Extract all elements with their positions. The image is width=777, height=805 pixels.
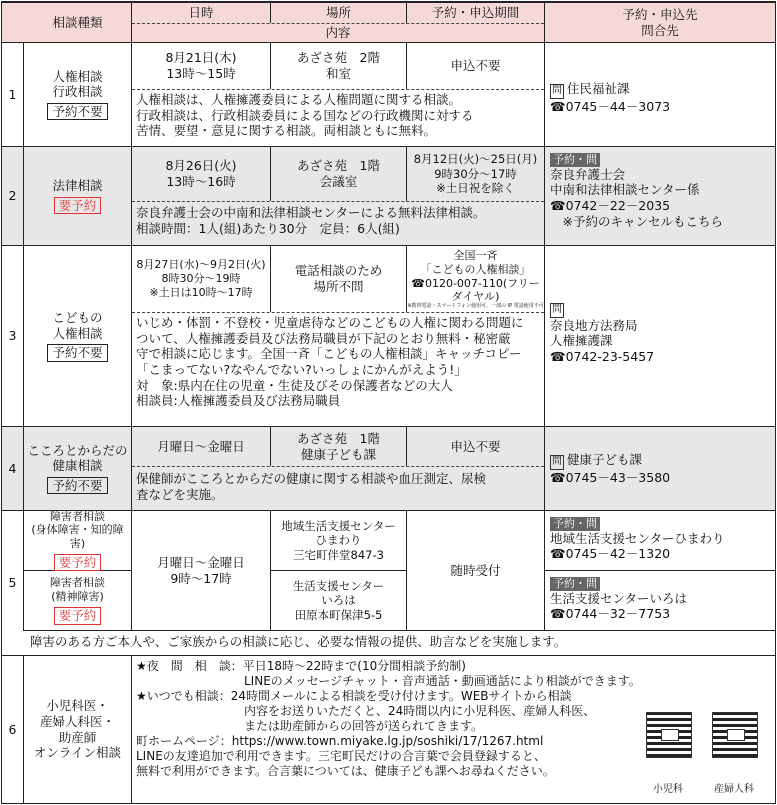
row-period-cell xyxy=(407,246,544,312)
row-type: 人権相談 行政相談 xyxy=(52,68,103,100)
row-number: 5 xyxy=(8,575,17,591)
row-contact-cell xyxy=(550,515,772,569)
header-datetime: 日時 xyxy=(188,5,214,21)
row-content: 保健師がこころとからだの健康に関する相談や血圧測定、尿検 査などを実施。 xyxy=(136,471,487,502)
row-period: 随時受付 xyxy=(450,562,501,578)
row-place-b: 生活支援センター いろは 田原本町保津5-5 xyxy=(292,578,385,622)
contact-label: 問 xyxy=(550,84,564,99)
row-place-a: 地域生活支援センター ひまわり 三宅町伴堂847-3 xyxy=(281,518,396,562)
qr-label-pediatrics: 小児科 xyxy=(653,784,683,795)
row-number: 4 xyxy=(8,460,17,476)
row-number: 1 xyxy=(8,86,17,102)
row-period: 全国一斉 「こどもの人権相談」 ☎0120-007-110(フリーダイヤル) xyxy=(411,249,540,304)
reservation-required-badge: 要予約 xyxy=(54,197,102,215)
reservation-required-badge: 要予約 xyxy=(54,554,102,572)
contact-label: 予約・問 xyxy=(550,577,600,591)
row-type-cell xyxy=(24,427,131,510)
row-type-b: 障害者相談 (精神障害) xyxy=(50,576,105,604)
row-type-a: 障害者相談 (身体障害・知的障害) xyxy=(31,509,124,551)
row-type: こどもの 人権相談 xyxy=(52,310,103,341)
row-type-cell xyxy=(24,43,131,146)
row-datetime: 8月27日(水)～9月2日(火) 8時30分～19時 ※土日は10時～17時 xyxy=(136,258,266,299)
row-number: 2 xyxy=(8,188,17,204)
contact-label: 予約・問 xyxy=(550,517,600,531)
row-datetime: 8月26日(火) 13時～16時 xyxy=(165,158,237,189)
header-content: 内容 xyxy=(325,24,351,40)
row-period: 申込不要 xyxy=(450,58,501,74)
row-contact: 健康子ども課 ☎0745－43－3580 xyxy=(550,452,671,485)
row-type-cell xyxy=(24,147,131,245)
row-type-cell xyxy=(24,246,131,426)
row-contact: 奈良地方法務局 人権擁護課 ☎0742-23-5457 xyxy=(550,317,655,364)
no-reservation-badge: 予約不要 xyxy=(47,477,107,495)
row-contact: 奈良弁護士会 中南和法律相談センター係 ☎0742－22－2035 ※予約のキャンセルもこちら xyxy=(550,166,723,229)
row-type-cell xyxy=(24,511,131,570)
row-place: あざさ苑 1階 会議室 xyxy=(297,158,380,189)
row-place: あざさ苑 1階 健康子ども課 xyxy=(297,430,380,462)
row-contact-cell xyxy=(550,452,772,492)
row-contact: 住民福祉課 ☎0745－44－3073 xyxy=(550,81,671,114)
row-place: 電話相談のため 場所不問 xyxy=(294,263,383,294)
row-period: 8月12日(火)～25日(月) 9時30分～17時 ※土日祝を除く xyxy=(413,152,538,196)
row-type: 小児科医・ 産婦人科医・ 助産師 オンライン相談 xyxy=(33,698,122,761)
contact-label: 問 xyxy=(550,303,564,318)
row-contact-cell xyxy=(550,81,772,121)
row-number: 3 xyxy=(8,328,17,344)
contact-label: 予約・問 xyxy=(550,153,600,167)
header-place: 場所 xyxy=(325,5,351,21)
row-contact-cell xyxy=(550,151,772,241)
row-content: いじめ・体罰・不登校・児童虐待などのこどもの人権に関わる問題に ついて、人権擁護委員及び法務局職員が下記のとおり無料・秘密厳 守で相談に応じます。全国一斉「こどもの人権相談」キャッチコピー 「こまってない?なやんでない?いっしょにかんがえよう!」 対 象:県内在住の児童・生徒及びその保護者などの大人 相談員:人権擁護委員及び法務局職員 xyxy=(136,315,524,409)
qr-code-pediatrics[interactable] xyxy=(646,712,692,758)
row-period-note: ※携帯電話・スマートフォン使用可、一部の IP 電話使用不可 xyxy=(407,303,544,309)
row-type-cell xyxy=(24,571,131,630)
qr-code-obstetrics[interactable] xyxy=(712,712,758,758)
row-place: あざさ苑 2階 和室 xyxy=(297,50,380,81)
row-contact-cell xyxy=(550,575,772,629)
row-contact-b: 生活支援センターいろは ☎0744－32－7753 xyxy=(550,590,688,622)
no-reservation-badge: 予約不要 xyxy=(47,103,107,121)
row-number: 6 xyxy=(8,721,17,737)
reservation-required-badge: 要予約 xyxy=(54,607,102,625)
row-type: こころとからだの 健康相談 xyxy=(27,442,128,474)
contact-label: 問 xyxy=(550,455,564,470)
header-contact: 予約・申込先 問合先 xyxy=(622,6,698,38)
row-datetime: 8月21日(木) 13時～15時 xyxy=(165,50,237,81)
row-contact-cell xyxy=(550,300,772,370)
header-period: 予約・申込期間 xyxy=(431,5,520,21)
qr-label-obstetrics: 産婦人科 xyxy=(714,784,754,795)
row-datetime: 月曜日～金曜日 xyxy=(157,438,245,454)
row-content: 人権相談は、人権擁護委員による人権問題に関する相談。 行政相談は、行政相談委員による国などの行政機関に対する 苦情、要望・意見に関する相談。両相談ともに無料。 xyxy=(136,92,474,139)
row-period: 申込不要 xyxy=(450,438,501,454)
header-type: 相談種類 xyxy=(52,14,103,30)
row-contact-a: 地域生活支援センターひまわり ☎0745－42－1320 xyxy=(550,530,725,562)
row-note: 障害のある方ご本人や、ご家族からの相談に応じ、必要な情報の提供、助言などを実施します。 xyxy=(30,634,567,649)
row-datetime: 月曜日～金曜日 9時～17時 xyxy=(157,554,245,586)
row-type: 法律相談 xyxy=(52,177,103,193)
no-reservation-badge: 予約不要 xyxy=(47,344,107,362)
row-content: ★夜 間 相 談：平日18時～22時まで(10分間相談予約制) LINEのメッセージチャット・音声通話・動画通話により相談ができます。 ★いつでも相談：24時間メールによる相談を受け付けます。WEBサイトから相談 内容をお送りいただくと、24時間以内に小児科医、産婦人科医、 または助産師からの回答が送られてきます。 町ホームページ：https://www.town.miyake.lg.jp/soshiki/17/1267.html LINEの友達追加で利用できます。三宅町民だけの合言葉で会員登録すると、 無料で利用ができます。合言葉については、健康子ども課へお尋ねください。 xyxy=(136,659,641,778)
row-content: 奈良弁護士会の中南和法律相談センターによる無料法律相談。 相談時間：1人(組)あたり30分 定員：6人(組) xyxy=(136,205,486,236)
